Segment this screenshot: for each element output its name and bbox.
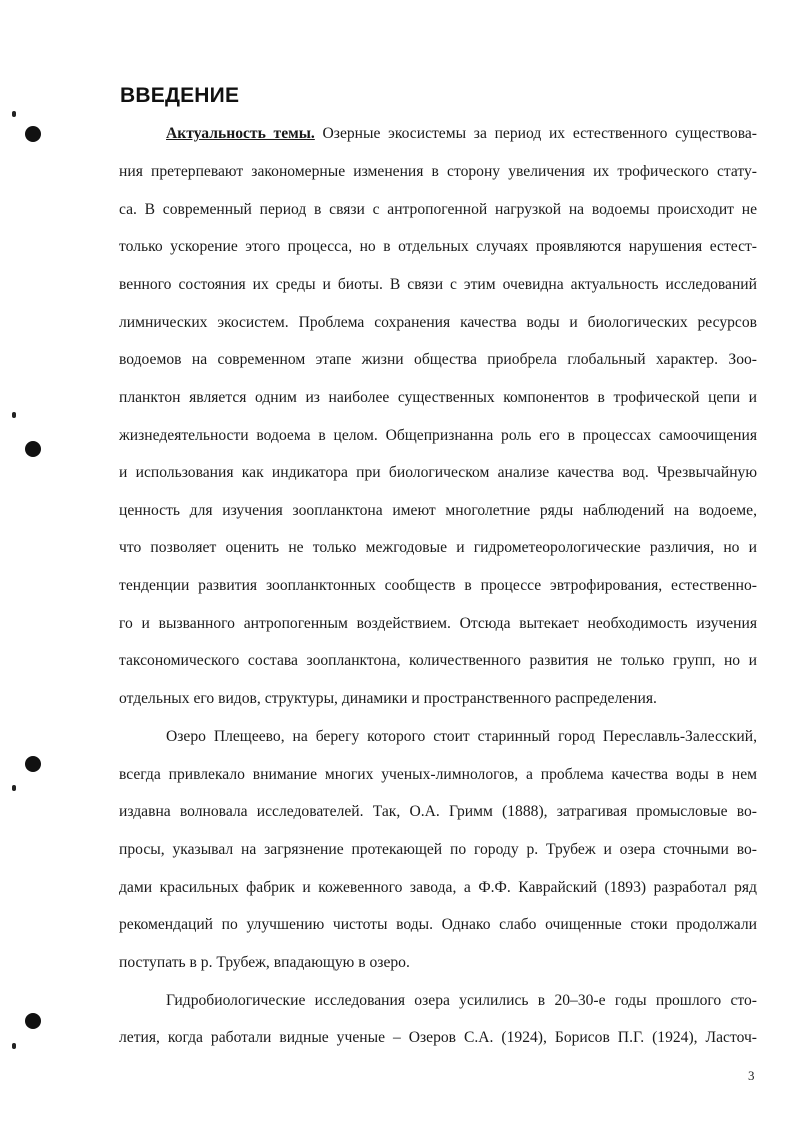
paragraph-2-line: Озеро Плещеево, на берегу которого стоит старинный город Переславль-Залесский,	[166, 728, 757, 745]
paragraph-2-line: поступать в р. Трубеж, впадающую в озеро.	[119, 954, 410, 971]
paragraph-1-line: планктон является одним из наиболее существенных компонентов в трофической цепи и	[119, 389, 757, 406]
paragraph-2-line: дами красильных фабрик и кожевенного завода, а Ф.Ф. Каврайский (1893) разработал ряд	[119, 879, 757, 896]
paragraph-1-line: ценность для изучения зоопланктона имеют многолетние ряды наблюдений на водоеме,	[119, 502, 757, 519]
paragraph-1-line: водоемов на современном этапе жизни общества приобрела глобальный характер. Зоо-	[119, 351, 757, 368]
paragraph-1-line: ния претерпевают закономерные изменения в сторону увеличения их трофического стату-	[119, 163, 757, 180]
paragraph-1-line: лимнических экосистем. Проблема сохранения качества воды и биологических ресурсов	[119, 314, 757, 331]
paragraph-1-line: венного состояния их среды и биоты. В связи с этим очевидна актуальность исследований	[119, 276, 757, 293]
paragraph-1-line: только ускорение этого процесса, но в отдельных случаях проявляются нарушения естест-	[119, 238, 757, 255]
paragraph-1-line: жизнедеятельности водоема в целом. Общепризнанна роль его в процессах самоочищения	[119, 427, 757, 444]
binder-hole	[25, 441, 41, 457]
paragraph-1-line: что позволяет оценить не только межгодовые и гидрометеорологические различия, но и	[119, 539, 757, 556]
margin-mark	[12, 1043, 16, 1049]
binder-hole	[25, 756, 41, 772]
binder-hole	[25, 1013, 41, 1029]
binder-hole	[25, 126, 41, 142]
paragraph-2-line: издавна волновала исследователей. Так, О.А. Гримм (1888), затрагивая промысловые во-	[119, 803, 757, 820]
page-heading: ВВЕДЕНИЕ	[120, 84, 240, 107]
paragraph-1-line: го и вызванного антропогенным воздействием. Отсюда вытекает необходимость изучения	[119, 615, 757, 632]
paragraph-1-line: тенденции развития зоопланктонных сообществ в процессе эвтрофирования, естественно-	[119, 577, 757, 594]
paragraph-3-line: Гидробиологические исследования озера усилились в 20–30-е годы прошлого сто-	[166, 992, 757, 1009]
paragraph-3-line: летия, когда работали видные ученые – Озеров С.А. (1924), Борисов П.Г. (1924), Ласточ-	[119, 1029, 757, 1046]
paragraph-1-line: и использования как индикатора при биологическом анализе качества вод. Чрезвычайную	[119, 464, 757, 481]
paragraph-2-line: рекомендаций по улучшению чистоты воды. Однако слабо очищенные стоки продолжали	[119, 916, 757, 933]
paragraph-1-line: таксономического состава зоопланктона, количественного развития не только групп, но и	[119, 652, 757, 669]
margin-mark	[12, 412, 16, 418]
topic-label: Актуальность темы.	[166, 125, 315, 142]
paragraph-2-line: всегда привлекало внимание многих ученых-лимнологов, а проблема качества воды в нем	[119, 766, 757, 783]
margin-mark	[12, 111, 16, 117]
paragraph-1-line: отдельных его видов, структуры, динамики и пространственного распределения.	[119, 690, 657, 707]
page-number: 3	[748, 1068, 755, 1083]
paragraph-1-first-line-text: Озерные экосистемы за период их естественного существова-	[322, 125, 757, 142]
paragraph-1-line: са. В современный период в связи с антропогенной нагрузкой на водоемы происходит не	[119, 201, 757, 218]
paragraph-2-line: просы, указывал на загрязнение протекающей по городу р. Трубеж и озера сточными во-	[119, 841, 757, 858]
margin-mark	[12, 785, 16, 791]
paragraph-1-line	[166, 124, 757, 144]
